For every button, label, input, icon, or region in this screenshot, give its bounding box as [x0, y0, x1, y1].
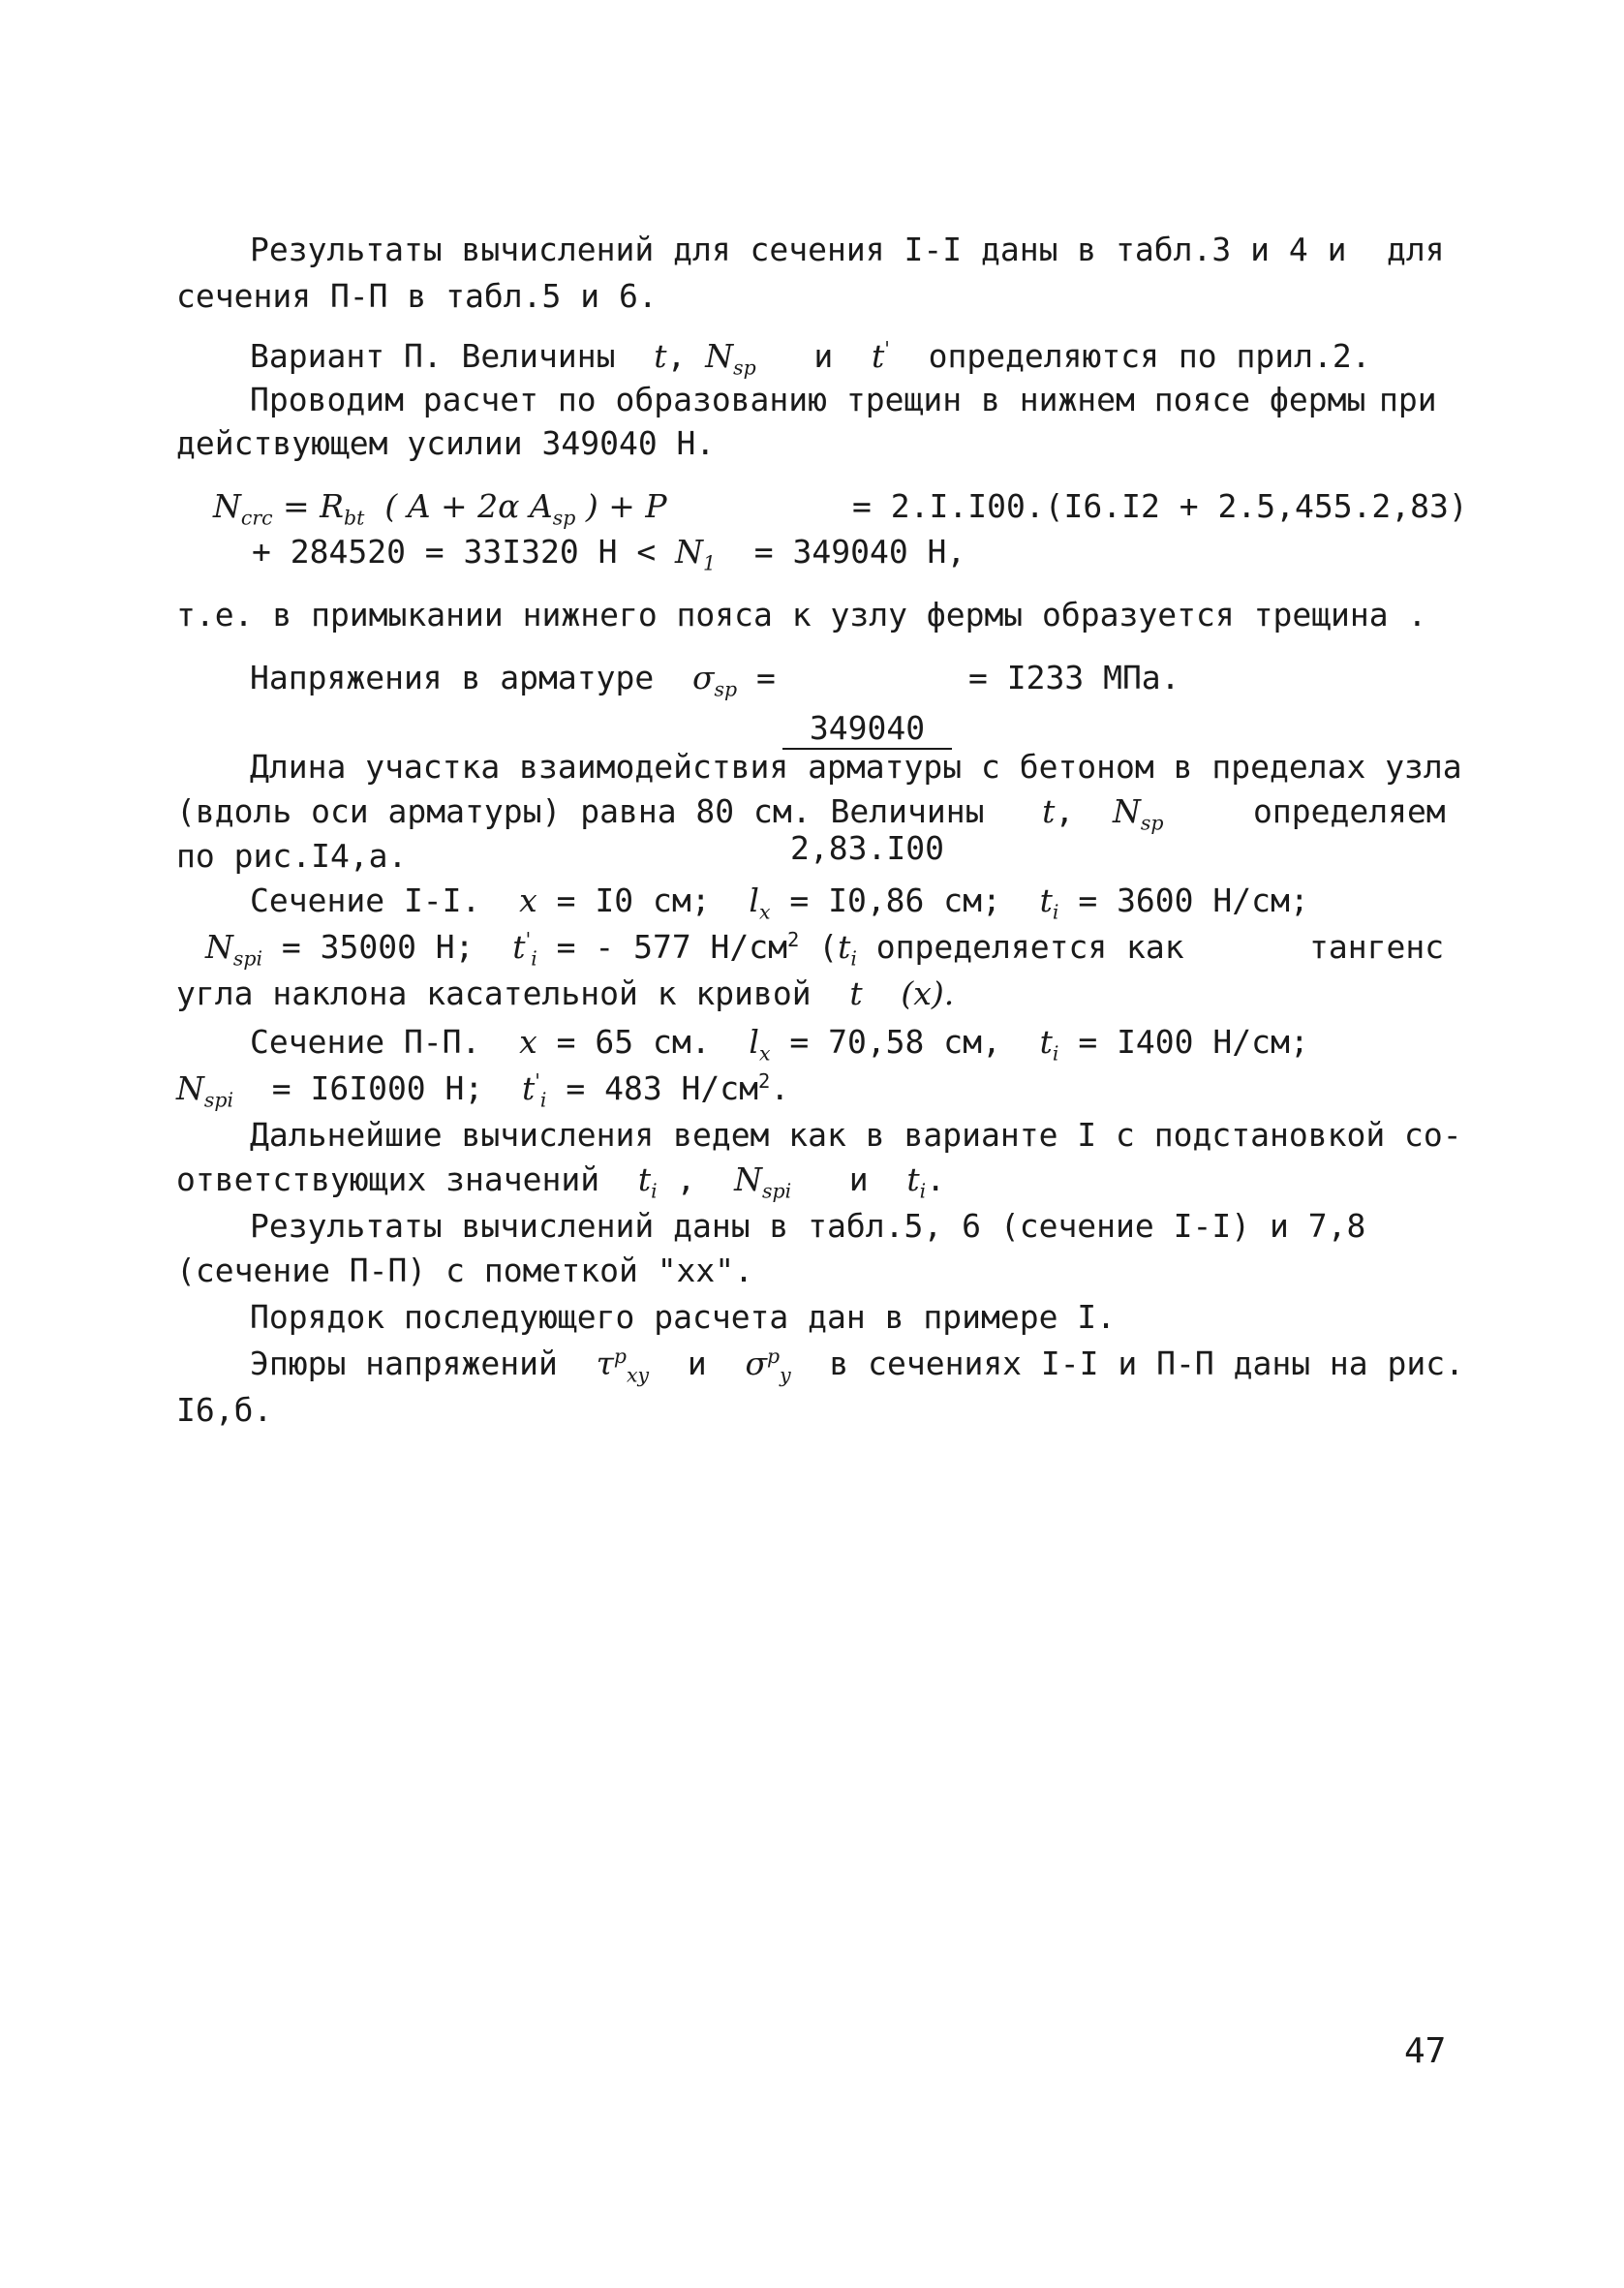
- formula-ncrc: $N_{crc} = R_{bt}$ ( A + 2α $A_{sp}$ ) + P: [213, 487, 667, 530]
- paragraph-further-line2: ответствующих значений $t_i$ , $N_{spi}$ и $t_i$.: [176, 1160, 946, 1203]
- paragraph-further-line1: Дальнейшие вычисления ведем как в варианте I с подстановкой со-: [250, 1116, 1462, 1154]
- paragraph-order: Порядок последующего расчета дан в примере I.: [250, 1298, 1117, 1336]
- formula-ncrc-line2: + 284520 = 33I320 $Н < N_1 = 349040$ Н,: [252, 533, 966, 575]
- stress-numerator: 349040: [782, 709, 952, 750]
- section-1-line1: Сечение I-I. x = I0 см; $l_x = I0,86$ см; $t_i = 3600$ Н/см;: [250, 881, 1309, 924]
- paragraph-diagrams-line1: Эпюры напряжений $\tau^p_{xy}$ и $\sigma^p_y$ в сечениях I-I и П-П даны на рис.: [250, 1345, 1465, 1387]
- stress-result: = I233 МПа.: [968, 659, 1180, 696]
- paragraph-results2-line1: Результаты вычислений даны в табл.5, 6 (сечение I-I) и 7,8: [250, 1207, 1366, 1245]
- paragraph-length-line2-end: определяем: [1253, 792, 1446, 830]
- paragraph-results-line2: сечения П-П в табл.5 и 6.: [176, 277, 658, 315]
- section-1-line2-end: тангенс: [1309, 928, 1445, 966]
- paragraph-diagrams-line2: I6,б.: [176, 1391, 273, 1429]
- paragraph-crack-forms: т.е. в примыкании нижнего пояса к узлу фермы образуется трещина .: [176, 596, 1427, 634]
- t-prime-symbol: t': [871, 337, 890, 375]
- section-1-line3: угла наклона касательной к кривой t (x).: [176, 974, 955, 1012]
- paragraph-crack-line1: Проводим расчет по образованию трещин в нижнем поясе фермы: [250, 381, 1366, 418]
- N-symbol: $N_{sp}$: [705, 337, 756, 380]
- paragraph-length-line1: Длина участка взаимодействия арматуры с бетоном в пределах узла: [250, 748, 1462, 786]
- page-number: 47: [1404, 2031, 1447, 2071]
- paragraph-crack-line1-end: при: [1379, 381, 1437, 418]
- stress-formula-label: Напряжения в арматуре $\sigma_{sp}$ =: [250, 659, 776, 701]
- t-symbol: t: [654, 337, 667, 375]
- stress-denominator: 2,83.I00: [790, 829, 944, 867]
- paragraph-results2-line2: (сечение П-П) с пометкой "хх".: [176, 1252, 754, 1289]
- paragraph-results-line1-end: для: [1387, 231, 1445, 268]
- paragraph-results-line1: Результаты вычислений для сечения I-I даны в табл.3 и 4 и: [250, 231, 1347, 268]
- section-2-line1: Сечение П-П. x = 65 см. $l_x = 70,58$ см, $t_i = I400$ Н/см;: [250, 1023, 1309, 1066]
- paragraph-length-line2: (вдоль оси арматуры) равна 80 см. Величины t, $N_{sp}$: [176, 792, 1164, 835]
- paragraph-length-line3: по рис.I4,а.: [176, 837, 408, 875]
- section-2-line2: $N_{spi} = I6I000$ Н; $t'_i = 483$ $Н/см^2$.: [176, 1069, 790, 1112]
- section-1-line2: $N_{spi} = 35000$ Н; $t'_i$ = - 577 $Н/см^2$ ($t_i$ определяется как: [205, 928, 1184, 971]
- variant-line: Вариант П. Величины t, $N_{sp}$ и t' определяются по прил.2.: [250, 337, 1371, 380]
- formula-ncrc-rhs: = 2.I.I00.(I6.I2 + 2.5,455.2,83): [852, 487, 1468, 525]
- paragraph-crack-line2: действующем усилии 349040 Н.: [176, 424, 716, 462]
